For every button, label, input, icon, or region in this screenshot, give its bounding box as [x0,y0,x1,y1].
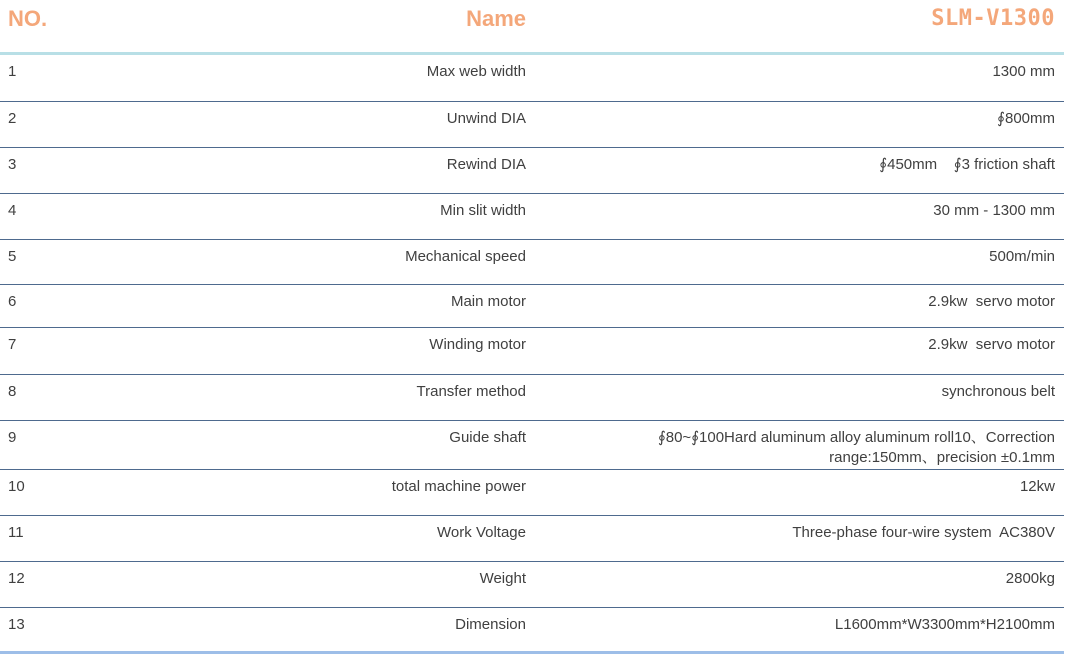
table-row [0,328,1064,375]
row-name: Winding motor [429,336,526,353]
header-no: NO. [8,6,48,31]
table-row [0,148,1064,194]
row-value: 2.9kw servo motor [928,336,1055,353]
table-row [0,194,1064,240]
row-number: 11 [8,524,24,541]
row-value: 30 mm - 1300 mm [933,202,1055,219]
table-row [0,421,1064,470]
row-number: 7 [8,336,17,353]
row-number: 3 [8,156,17,173]
row-value: 2.9kw servo motor [928,293,1055,310]
row-value: L1600mm*W3300mm*H2100mm [834,616,1055,633]
row-number: 12 [8,570,25,587]
row-value: 500m/min [989,248,1055,265]
row-number: 9 [8,429,17,446]
table-row [0,240,1064,285]
row-number: 4 [8,202,17,219]
row-value: ∮800mm [997,110,1055,127]
row-value: Three-phase four-wire system AC380V [792,524,1055,541]
table-row [0,608,1064,654]
row-number: 6 [8,293,17,310]
row-name: Work Voltage [437,524,526,541]
row-number: 1 [8,63,17,80]
row-value: 12kw [1019,478,1055,495]
table-header [0,0,1064,55]
row-value: ∮80~∮100Hard aluminum alloy aluminum roll10、Correction range:150mm、precision ±0.1mm [657,429,1055,466]
header-name: Name [466,6,526,31]
table-row [0,470,1064,516]
row-name: Rewind DIA [446,156,526,173]
row-name: Max web width [426,63,526,80]
header-model: SLM-V1300 [931,6,1055,31]
row-number: 13 [8,616,25,633]
row-number: 10 [8,478,25,495]
row-name: Min slit width [440,202,526,219]
table-row [0,516,1064,562]
table-row [0,55,1064,102]
row-number: 8 [8,383,17,400]
row-value: ∮450mm ∮3 friction shaft [879,156,1055,173]
row-value: synchronous belt [941,383,1055,400]
row-name: Dimension [455,616,526,633]
row-value: 2800kg [1005,570,1055,587]
row-name: Transfer method [416,383,526,400]
row-name: total machine power [391,478,526,495]
table-row [0,102,1064,148]
row-name: Weight [479,570,526,587]
row-name: Main motor [450,293,526,310]
row-number: 5 [8,248,17,265]
table-row [0,285,1064,328]
row-name: Guide shaft [449,429,526,446]
row-value: 1300 mm [992,63,1055,80]
table-row [0,562,1064,608]
table-row [0,375,1064,421]
row-name: Unwind DIA [446,110,526,127]
row-number: 2 [8,110,17,127]
row-name: Mechanical speed [405,248,526,265]
